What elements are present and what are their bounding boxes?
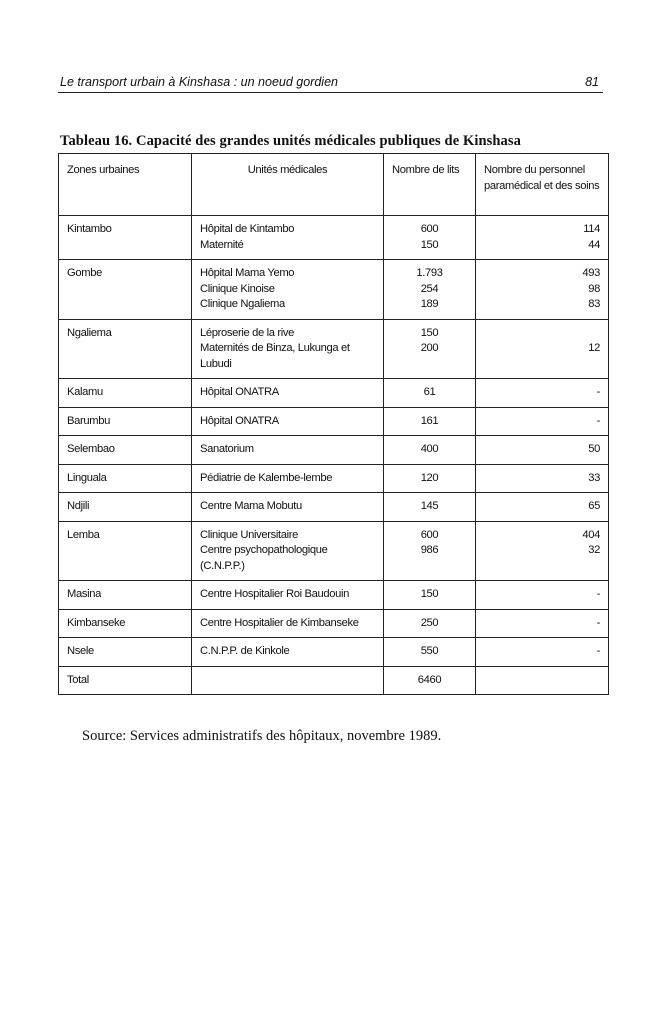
table-row-lemba — [59, 521, 609, 581]
table-row-kimbanseke — [59, 609, 609, 638]
cell-unit: Maternité — [200, 238, 244, 251]
cell-staff-group — [476, 319, 609, 379]
cell-unit-group — [192, 609, 384, 638]
cell-unit: C.N.P.P. de Kinkole — [200, 645, 290, 657]
cell-staff — [484, 326, 600, 342]
cell-unit: Hôpital Mama Yemo — [200, 267, 295, 279]
table-row-ndjili — [59, 493, 609, 522]
table-caption: Tableau 16. Capacité des grandes unités médicales publiques de Kinshasa — [60, 133, 521, 149]
cell-zone: Nsele — [59, 638, 192, 667]
cell-beds-group — [384, 609, 476, 638]
cell-unit: Clinique Universitaire — [200, 528, 299, 541]
cell-beds: 120 — [420, 471, 439, 484]
cell-beds-group — [384, 379, 476, 408]
cell-zone: Barumbu — [59, 407, 192, 436]
source-note: Source: Services administratifs des hôpitaux, novembre 1989. — [82, 728, 442, 744]
cell-beds-group — [384, 521, 476, 581]
cell-zone: Lemba — [59, 521, 192, 581]
cell-staff-group — [476, 521, 609, 581]
cell-staff-group — [476, 493, 609, 522]
cell-staff: 114 — [583, 223, 600, 235]
cell-unit-group — [192, 493, 384, 522]
cell-staff-group — [476, 581, 609, 610]
cell-staff: 33 — [588, 471, 600, 484]
cell-zone: Ngaliema — [59, 319, 192, 379]
table-body — [59, 216, 609, 695]
cell-zone: Ndjili — [59, 493, 192, 522]
cell-beds-group — [384, 407, 476, 436]
cell-unit-group — [192, 407, 384, 436]
cell-beds: 250 — [420, 616, 439, 629]
cell-staff: - — [596, 414, 600, 427]
cell-beds: 200 — [420, 342, 439, 354]
table-row-masina — [59, 581, 609, 610]
cell-beds: 600 — [420, 528, 439, 541]
cell-unit: Pédiatrie de Kalembe-lembe — [200, 471, 333, 484]
cell-unit-group — [192, 521, 384, 581]
cell-beds: 189 — [420, 298, 439, 310]
cell-beds-group — [384, 319, 476, 379]
cell-zone: Linguala — [59, 464, 192, 493]
cell-beds: 1.793 — [416, 267, 443, 279]
cell-beds: 400 — [420, 443, 439, 455]
cell-beds-group — [384, 464, 476, 493]
cell-unit: Centre Mama Mobutu — [200, 500, 302, 512]
table-row-selembao — [59, 436, 609, 465]
cell-beds: 150 — [420, 238, 439, 251]
cell-beds: 145 — [420, 500, 439, 512]
table-row-barumbu — [59, 407, 609, 436]
cell-staff — [484, 673, 600, 689]
cell-beds — [392, 559, 467, 575]
cell-unit: Clinique Ngaliema — [200, 298, 285, 310]
cell-staff — [484, 559, 600, 575]
cell-beds — [392, 357, 467, 373]
cell-staff-group — [476, 609, 609, 638]
cell-staff — [484, 357, 600, 373]
cell-staff-group — [476, 638, 609, 667]
cell-staff-group — [476, 436, 609, 465]
column-header-staff: Nombre du personnel paramédical et des soins — [476, 154, 609, 216]
column-header-zones: Zones urbaines — [59, 154, 192, 216]
cell-beds: 6460 — [417, 673, 442, 686]
column-header-beds: Nombre de lits — [384, 154, 476, 216]
running-header-title: Le transport urbain à Kinshasa : un noeud gordien — [60, 75, 338, 89]
cell-unit: Léproserie de la rive — [200, 326, 295, 339]
page-number: 81 — [585, 75, 599, 89]
table-row-kintambo — [59, 216, 609, 260]
cell-unit-group — [192, 436, 384, 465]
cell-beds-group — [384, 666, 476, 695]
cell-beds: 550 — [420, 645, 439, 657]
cell-staff-group — [476, 260, 609, 320]
cell-unit: Maternités de Binza, Lukunga et — [200, 342, 350, 354]
cell-beds: 161 — [420, 414, 439, 427]
cell-staff: 404 — [582, 528, 600, 541]
cell-zone: Gombe — [59, 260, 192, 320]
cell-beds-group — [384, 436, 476, 465]
cell-unit-group — [192, 581, 384, 610]
cell-beds-group — [384, 638, 476, 667]
cell-staff: - — [596, 588, 600, 600]
cell-staff-group — [476, 407, 609, 436]
cell-staff: 65 — [588, 500, 600, 512]
cell-beds: 150 — [420, 588, 439, 600]
cell-unit: Clinique Kinoise — [200, 282, 275, 295]
cell-unit: Hôpital de Kintambo — [200, 223, 295, 235]
cell-staff: - — [596, 616, 600, 629]
cell-unit-group — [192, 216, 384, 260]
cell-zone: Masina — [59, 581, 192, 610]
table-header-row — [59, 154, 609, 216]
cell-unit: Centre psychopathologique — [200, 544, 328, 556]
cell-staff: 83 — [588, 298, 600, 310]
cell-unit: Lubudi — [200, 357, 232, 370]
cell-unit-group — [192, 464, 384, 493]
cell-unit-group — [192, 260, 384, 320]
cell-staff: 50 — [588, 443, 600, 455]
cell-unit — [200, 673, 375, 689]
cell-staff: - — [596, 645, 600, 657]
cell-unit: Centre Hospitalier Roi Baudouin — [200, 588, 349, 600]
cell-unit-group — [192, 379, 384, 408]
cell-unit: Sanatorium — [200, 443, 254, 455]
cell-staff: 32 — [588, 544, 600, 556]
cell-staff: - — [596, 386, 600, 398]
table-row-gombe — [59, 260, 609, 320]
cell-beds: 600 — [420, 223, 439, 235]
table-row-nsele — [59, 638, 609, 667]
cell-unit: Hôpital ONATRA — [200, 414, 279, 427]
table-row-linguala — [59, 464, 609, 493]
cell-beds: 61 — [423, 386, 436, 398]
cell-unit: (C.N.P.P.) — [200, 559, 245, 572]
cell-beds-group — [384, 493, 476, 522]
table-row-total — [59, 666, 609, 695]
cell-beds-group — [384, 260, 476, 320]
cell-staff-group — [476, 464, 609, 493]
cell-unit-group — [192, 666, 384, 695]
cell-unit: Hôpital ONATRA — [200, 386, 279, 398]
cell-unit-group — [192, 319, 384, 379]
cell-staff: 44 — [588, 238, 600, 251]
cell-zone: Selembao — [59, 436, 192, 465]
medical-capacity-table — [58, 153, 609, 695]
running-header — [58, 74, 603, 93]
column-header-units-label: Unités médicales — [247, 164, 328, 176]
cell-unit-group — [192, 638, 384, 667]
cell-zone: Kalamu — [59, 379, 192, 408]
cell-staff-group — [476, 666, 609, 695]
cell-zone: Kimbanseke — [59, 609, 192, 638]
cell-staff-group — [476, 216, 609, 260]
cell-unit: Centre Hospitalier de Kimbanseke — [200, 616, 359, 629]
cell-zone: Total — [59, 666, 192, 695]
cell-zone: Kintambo — [59, 216, 192, 260]
cell-staff: 12 — [588, 342, 600, 354]
cell-beds: 254 — [420, 282, 439, 295]
table-row-kalamu — [59, 379, 609, 408]
cell-beds-group — [384, 581, 476, 610]
cell-beds-group — [384, 216, 476, 260]
column-header-units — [192, 154, 384, 216]
cell-beds: 150 — [420, 326, 439, 339]
table-row-ngaliema — [59, 319, 609, 379]
cell-staff: 98 — [588, 282, 600, 295]
cell-staff-group — [476, 379, 609, 408]
cell-staff: 493 — [582, 267, 600, 279]
cell-beds: 986 — [420, 544, 439, 556]
